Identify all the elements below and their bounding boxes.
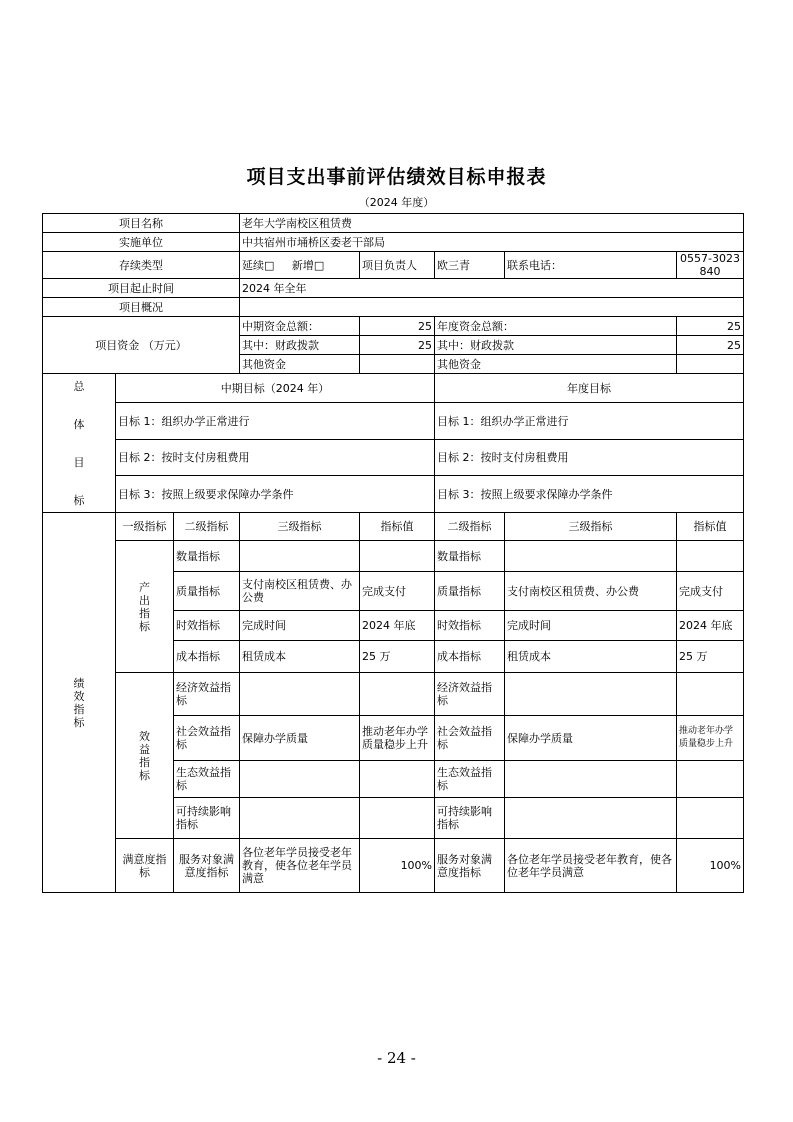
indicator-l2: 可持续影响 指标 (174, 798, 240, 839)
indicator-value: 25 万 (360, 641, 435, 673)
indicator-l3 (240, 761, 360, 798)
annual-indicator-value (677, 541, 744, 572)
annual-goal-3: 目标 3：按照上级要求保障办学条件 (435, 476, 744, 513)
project-period-value: 2024 年全年 (240, 279, 744, 298)
indicator-l2: 成本指标 (174, 641, 240, 673)
duration-type-options (240, 252, 360, 279)
indicator-l2: 数量指标 (174, 541, 240, 572)
indicator-l2: 经济效益指标 (174, 673, 240, 716)
performance-target-form (42, 213, 744, 893)
mid-fiscal-value: 25 (360, 336, 435, 355)
annual-indicator-l2: 可持续影响指标 (435, 798, 505, 839)
indicator-value: 推动老年办学质量稳步上升 (360, 716, 435, 761)
indicator-l3 (240, 541, 360, 572)
annual-total-funds-label: 年度资金总额： (435, 317, 677, 336)
annual-indicator-l3 (505, 541, 677, 572)
annual-indicator-l3 (505, 798, 677, 839)
annual-goal-1: 目标 1：组织办学正常进行 (435, 403, 744, 440)
indicator-value (360, 541, 435, 572)
side-char: 指 (139, 755, 150, 769)
benefit-indicators-label (116, 673, 174, 839)
page-title: 项目支出事前评估绩效目标申报表 (246, 166, 547, 188)
project-funds-label: 项目资金 （万元） (43, 317, 240, 374)
annual-indicator-l3 (505, 761, 677, 798)
annual-indicator-value: 推动老年办学质量稳步上升 (677, 716, 744, 761)
side-char: 产 (139, 580, 150, 594)
indicator-l3: 完成时间 (240, 611, 360, 641)
fiscal-year-subtitle: （2024 年度） (358, 196, 435, 209)
project-name-value: 老年大学南校区租赁费 (240, 214, 744, 233)
annual-indicator-value (677, 798, 744, 839)
side-char: 目 (73, 455, 85, 469)
indicator-l2: 质量指标 (174, 572, 240, 611)
annual-level2-header: 二级指标 (435, 513, 505, 541)
mid-other-funds-label: 其他资金 (240, 355, 360, 374)
indicator-l2: 生态效益指标 (174, 761, 240, 798)
indicator-l2: 社会效益指标 (174, 716, 240, 761)
implementing-unit-value: 中共宿州市埇桥区委老干部局 (240, 233, 744, 252)
value-header: 指标值 (360, 513, 435, 541)
annual-indicator-l2: 服务对象满意度指标 (435, 839, 505, 893)
annual-indicator-l3: 各位老年学员接受老年教育，使各位老年学员满意 (505, 839, 677, 893)
annual-indicator-value (677, 673, 744, 716)
indicator-l3: 保障办学质量 (240, 716, 360, 761)
indicator-value (360, 798, 435, 839)
mid-goal-3: 目标 3：按照上级要求保障办学条件 (116, 476, 435, 513)
annual-indicator-value (677, 761, 744, 798)
annual-indicator-value: 完成支付 (677, 572, 744, 611)
annual-indicator-l3: 租赁成本 (505, 641, 677, 673)
mid-goal-2: 目标 2：按时支付房租费用 (116, 440, 435, 476)
annual-level3-header: 三级指标 (505, 513, 677, 541)
indicator-l3 (240, 673, 360, 716)
annual-indicator-l2: 成本指标 (435, 641, 505, 673)
annual-total-funds-value: 25 (677, 317, 744, 336)
overall-goals-label (43, 374, 116, 513)
contact-phone-value: 0557-3023840 (677, 252, 744, 279)
annual-value-header: 指标值 (677, 513, 744, 541)
side-char: 体 (73, 417, 85, 431)
project-owner-label: 项目负责人 (360, 252, 435, 279)
annual-indicator-l2: 质量指标 (435, 572, 505, 611)
side-char: 总 (73, 379, 85, 393)
project-owner-value: 欧三青 (435, 252, 505, 279)
satisfaction-indicators-label: 满意度指标 (116, 839, 174, 893)
mid-fiscal-label: 其中：财政拨款 (240, 336, 360, 355)
annual-fiscal-label: 其中：财政拨款 (435, 336, 677, 355)
type-continue-checkbox[interactable]: 延续□ (242, 258, 275, 272)
side-char: 益 (139, 742, 150, 756)
side-char: 标 (139, 619, 150, 633)
implementing-unit-label: 实施单位 (43, 233, 240, 252)
side-char: 指 (73, 702, 85, 716)
mid-total-funds-label: 中期资金总额： (240, 317, 360, 336)
indicator-l3 (240, 798, 360, 839)
indicator-l3: 各位老年学员接受老年教育，使各位老年学员满意 (240, 839, 360, 893)
side-char: 标 (73, 493, 85, 507)
side-char: 绩 (73, 676, 85, 690)
mid-term-goal-header: 中期目标（2024 年） (116, 374, 435, 403)
indicator-value (360, 673, 435, 716)
performance-indicators-label (43, 513, 116, 893)
level2-header: 二级指标 (174, 513, 240, 541)
side-char: 出 (139, 593, 150, 607)
indicator-l2: 时效指标 (174, 611, 240, 641)
annual-other-funds-label: 其他资金 (435, 355, 677, 374)
indicator-value: 2024 年底 (360, 611, 435, 641)
annual-indicator-l3: 完成时间 (505, 611, 677, 641)
indicator-value: 100% (360, 839, 435, 893)
annual-goal-2: 目标 2：按时支付房租费用 (435, 440, 744, 476)
indicator-value: 完成支付 (360, 572, 435, 611)
mid-total-funds-value: 25 (360, 317, 435, 336)
indicator-l2: 服务对象满意度指标 (174, 839, 240, 893)
level1-header: 一级指标 (116, 513, 174, 541)
type-new-checkbox[interactable]: 新增□ (291, 258, 325, 272)
annual-indicator-value: 25 万 (677, 641, 744, 673)
duration-type-label: 存续类型 (43, 252, 240, 279)
mid-goal-1: 目标 1：组织办学正常进行 (116, 403, 435, 440)
indicator-l3: 支付南校区租赁费、办公费 (240, 572, 360, 611)
annual-fiscal-value: 25 (677, 336, 744, 355)
annual-indicator-l2: 生态效益指标 (435, 761, 505, 798)
annual-indicator-l2: 数量指标 (435, 541, 505, 572)
side-char: 标 (73, 715, 85, 729)
side-char: 标 (139, 768, 150, 782)
project-name-label: 项目名称 (43, 214, 240, 233)
level3-header: 三级指标 (240, 513, 360, 541)
page-number: - 24 - (377, 1049, 416, 1067)
indicator-l3: 租赁成本 (240, 641, 360, 673)
annual-indicator-value: 2024 年底 (677, 611, 744, 641)
project-overview-value (240, 298, 744, 317)
side-char: 效 (73, 689, 85, 703)
contact-phone-label: 联系电话： (505, 252, 677, 279)
annual-other-funds-value (677, 355, 744, 374)
annual-indicator-l2: 社会效益指标 (435, 716, 505, 761)
side-char: 指 (139, 606, 150, 620)
project-overview-label: 项目概况 (43, 298, 240, 317)
mid-other-funds-value (360, 355, 435, 374)
output-indicators-label (116, 541, 174, 673)
annual-indicator-l2: 时效指标 (435, 611, 505, 641)
project-period-label: 项目起止时间 (43, 279, 240, 298)
annual-indicator-l3 (505, 673, 677, 716)
annual-indicator-l3: 支付南校区租赁费、办公费 (505, 572, 677, 611)
indicator-value (360, 761, 435, 798)
annual-indicator-l2: 经济效益指标 (435, 673, 505, 716)
annual-goal-header: 年度目标 (435, 374, 744, 403)
side-char: 效 (139, 729, 150, 743)
annual-indicator-value: 100% (677, 839, 744, 893)
annual-indicator-l3: 保障办学质量 (505, 716, 677, 761)
